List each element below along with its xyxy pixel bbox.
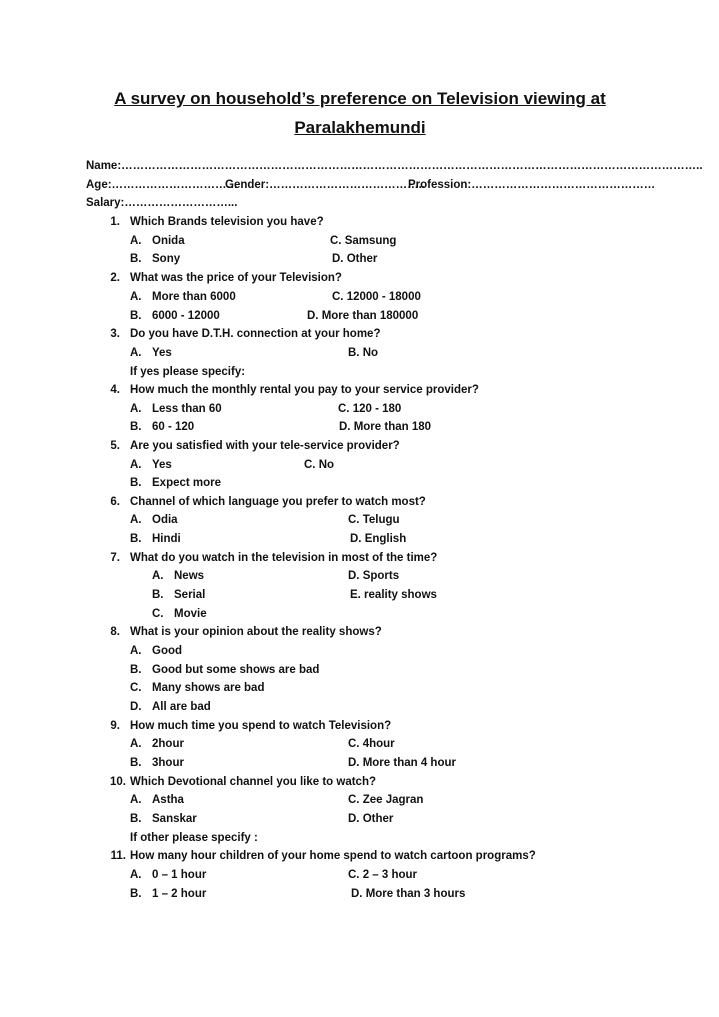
option-yes[interactable]: Yes <box>152 347 172 359</box>
option-2hour[interactable]: 2hour <box>152 738 184 750</box>
question-text: Which Devotional channel you like to watch? <box>130 776 377 788</box>
question-number: 9. <box>110 720 120 732</box>
question-text: How many hour children of your home spend to watch cartoon programs? <box>130 850 536 862</box>
question-number: 5. <box>110 440 120 452</box>
question-number: 6. <box>110 496 120 508</box>
option-serial[interactable]: Serial <box>174 589 206 601</box>
survey-title-line-1: A survey on household’s preference on Television viewing at <box>114 89 606 108</box>
option-letter: A. <box>130 235 142 247</box>
option-letter: A. <box>130 347 142 359</box>
profession-field[interactable]: Profession:………………………………………… <box>408 179 656 191</box>
option-letter: A. <box>130 869 142 881</box>
question-number: 10. <box>110 776 126 788</box>
option-letter: B. <box>130 310 142 322</box>
option-price-a[interactable]: More than 6000 <box>152 291 236 303</box>
option-letter: D. <box>130 701 142 713</box>
option-0-1-hour[interactable]: 0 – 1 hour <box>152 869 207 881</box>
question-number: 7. <box>110 552 120 564</box>
option-zee-jagran[interactable]: C. Zee Jagran <box>348 794 424 806</box>
option-no[interactable]: B. No <box>348 347 379 359</box>
option-letter: A. <box>130 738 142 750</box>
option-letter: B. <box>130 253 142 265</box>
option-no[interactable]: C. No <box>304 459 335 471</box>
option-2-3-hour[interactable]: C. 2 – 3 hour <box>348 869 418 881</box>
option-movie[interactable]: Movie <box>174 608 207 620</box>
option-letter: A. <box>130 291 142 303</box>
option-astha[interactable]: Astha <box>152 794 184 806</box>
question-text: How much the monthly rental you pay to your service provider? <box>130 384 479 396</box>
option-onida[interactable]: Onida <box>152 235 185 247</box>
question-number: 1. <box>110 216 120 228</box>
option-more-than-3[interactable]: D. More than 3 hours <box>351 888 466 900</box>
option-letter: B. <box>130 888 142 900</box>
option-1-2-hour[interactable]: 1 – 2 hour <box>152 888 207 900</box>
option-telugu[interactable]: C. Telugu <box>348 514 400 526</box>
option-price-d[interactable]: D. More than 180000 <box>307 310 419 322</box>
question-text: How much time you spend to watch Television? <box>130 720 392 732</box>
salary-field[interactable]: Salary:………………………... <box>86 197 238 209</box>
option-other[interactable]: D. Other <box>348 813 394 825</box>
question-text: What was the price of your Television? <box>130 272 342 284</box>
option-rental-a[interactable]: Less than 60 <box>152 403 222 415</box>
age-field[interactable]: Age:…………………………… <box>86 179 239 191</box>
option-letter: A. <box>130 514 142 526</box>
question-text: Are you satisfied with your tele-service provider? <box>130 440 400 452</box>
question-number: 4. <box>110 384 120 396</box>
option-more-than-4[interactable]: D. More than 4 hour <box>348 757 456 769</box>
option-letter: B. <box>130 421 142 433</box>
option-4hour[interactable]: C. 4hour <box>348 738 395 750</box>
option-letter: A. <box>130 645 142 657</box>
option-rental-d[interactable]: D. More than 180 <box>339 421 432 433</box>
question-number: 8. <box>110 626 120 638</box>
option-all-bad[interactable]: All are bad <box>152 701 211 713</box>
question-number: 2. <box>110 272 120 284</box>
question-text: Do you have D.T.H. connection at your home? <box>130 328 381 340</box>
option-letter: B. <box>130 813 142 825</box>
option-good-but-some-bad[interactable]: Good but some shows are bad <box>152 664 320 676</box>
question-text: Channel of which language you prefer to watch most? <box>130 496 426 508</box>
option-odia[interactable]: Odia <box>152 514 178 526</box>
option-expect-more[interactable]: Expect more <box>152 477 222 489</box>
name-field[interactable]: Name:…………………………………………………………………………………………………………………………………….. <box>86 160 703 172</box>
option-many-bad[interactable]: Many shows are bad <box>152 682 265 694</box>
question-text: Which Brands television you have? <box>130 216 324 228</box>
option-3hour[interactable]: 3hour <box>152 757 184 769</box>
option-good[interactable]: Good <box>152 645 183 657</box>
option-rental-b[interactable]: 60 - 120 <box>152 421 195 433</box>
option-rental-c[interactable]: C. 120 - 180 <box>338 403 402 415</box>
option-sony[interactable]: Sony <box>152 253 181 265</box>
question-text: What do you watch in the television in most of the time? <box>130 552 438 564</box>
option-letter: C. <box>130 682 142 694</box>
option-letter: B. <box>130 533 142 545</box>
option-sports[interactable]: D. Sports <box>348 570 400 582</box>
specify-field[interactable]: If other please specify : <box>130 832 258 844</box>
option-letter: A. <box>130 794 142 806</box>
survey-title-line-2: Paralakhemundi <box>294 118 426 137</box>
option-letter: A. <box>130 459 142 471</box>
option-samsung[interactable]: C. Samsung <box>330 235 397 247</box>
option-other[interactable]: D. Other <box>332 253 378 265</box>
option-yes[interactable]: Yes <box>152 459 172 471</box>
option-news[interactable]: News <box>174 570 205 582</box>
gender-field[interactable]: Gender:………………………………….. <box>225 179 425 191</box>
question-number: 11. <box>110 850 126 862</box>
option-sanskar[interactable]: Sanskar <box>152 813 197 825</box>
option-letter: B. <box>130 664 142 676</box>
option-letter: B. <box>152 589 164 601</box>
question-text: What is your opinion about the reality shows? <box>130 626 382 638</box>
option-letter: A. <box>152 570 164 582</box>
option-letter: B. <box>130 757 142 769</box>
option-letter: A. <box>130 403 142 415</box>
option-reality-shows[interactable]: E. reality shows <box>350 589 437 601</box>
option-price-c[interactable]: C. 12000 - 18000 <box>332 291 421 303</box>
option-price-b[interactable]: 6000 - 12000 <box>152 310 220 322</box>
option-letter: B. <box>130 477 142 489</box>
specify-field[interactable]: If yes please specify: <box>130 366 246 378</box>
option-letter: C. <box>152 608 164 620</box>
option-english[interactable]: D. English <box>350 533 407 545</box>
question-number: 3. <box>110 328 120 340</box>
option-hindi[interactable]: Hindi <box>152 533 181 545</box>
